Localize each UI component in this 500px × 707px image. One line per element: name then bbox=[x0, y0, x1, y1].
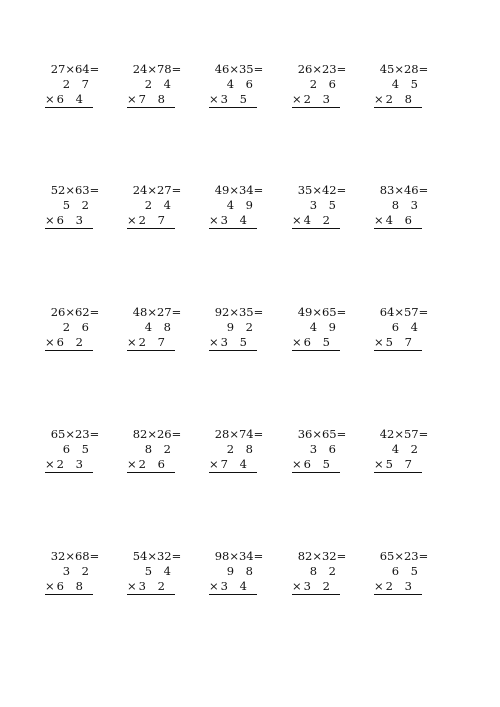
multiplicand: 6 5 bbox=[391, 564, 422, 578]
problem bbox=[121, 305, 193, 365]
problem-row-2 bbox=[0, 183, 500, 243]
problem-row-1 bbox=[0, 62, 500, 122]
multiplier-line bbox=[45, 335, 93, 351]
multiplier-line bbox=[374, 457, 422, 473]
equation: 54×32= bbox=[132, 549, 182, 563]
multiplier: 2 3 bbox=[303, 92, 334, 106]
problem bbox=[203, 427, 275, 487]
times-sign: × bbox=[209, 579, 219, 593]
times-sign: × bbox=[374, 213, 384, 227]
multiplier-line bbox=[209, 579, 257, 595]
multiplier-line bbox=[209, 213, 257, 229]
times-sign: × bbox=[45, 457, 55, 471]
problem bbox=[286, 62, 358, 122]
multiplier: 3 4 bbox=[220, 213, 251, 227]
equation: 65×23= bbox=[50, 427, 100, 441]
times-sign: × bbox=[374, 92, 384, 106]
equation: 82×26= bbox=[132, 427, 182, 441]
multiplier: 2 6 bbox=[138, 457, 169, 471]
equation: 24×27= bbox=[132, 183, 182, 197]
times-sign: × bbox=[45, 92, 55, 106]
times-sign: × bbox=[127, 335, 137, 349]
multiplier: 2 7 bbox=[138, 335, 169, 349]
multiplicand: 4 9 bbox=[309, 320, 340, 334]
times-sign: × bbox=[292, 213, 302, 227]
equation: 27×64= bbox=[50, 62, 100, 76]
multiplicand: 2 6 bbox=[309, 77, 340, 91]
problem bbox=[121, 183, 193, 243]
times-sign: × bbox=[374, 335, 384, 349]
multiplicand: 3 2 bbox=[62, 564, 93, 578]
multiplier-line bbox=[209, 457, 257, 473]
multiplier: 3 2 bbox=[303, 579, 334, 593]
equation: 42×57= bbox=[379, 427, 429, 441]
problem bbox=[368, 549, 440, 609]
multiplier: 3 5 bbox=[220, 335, 251, 349]
times-sign: × bbox=[45, 335, 55, 349]
multiplier: 5 7 bbox=[385, 335, 416, 349]
times-sign: × bbox=[292, 457, 302, 471]
multiplier: 2 7 bbox=[138, 213, 169, 227]
multiplier: 4 2 bbox=[303, 213, 334, 227]
multiplier-line bbox=[292, 579, 340, 595]
equation: 65×23= bbox=[379, 549, 429, 563]
multiplier-line bbox=[292, 92, 340, 108]
problem bbox=[203, 305, 275, 365]
multiplier: 4 6 bbox=[385, 213, 416, 227]
times-sign: × bbox=[45, 213, 55, 227]
multiplier-line bbox=[45, 579, 93, 595]
multiplicand: 4 5 bbox=[391, 77, 422, 91]
problem bbox=[39, 549, 111, 609]
multiplicand: 5 2 bbox=[62, 198, 93, 212]
multiplicand: 5 4 bbox=[144, 564, 175, 578]
equation: 83×46= bbox=[379, 183, 429, 197]
multiplier-line bbox=[45, 457, 93, 473]
problem bbox=[203, 62, 275, 122]
times-sign: × bbox=[127, 213, 137, 227]
multiplicand: 2 8 bbox=[226, 442, 257, 456]
multiplier-line bbox=[127, 457, 175, 473]
times-sign: × bbox=[292, 92, 302, 106]
multiplicand: 4 2 bbox=[391, 442, 422, 456]
equation: 45×28= bbox=[379, 62, 429, 76]
multiplier: 7 8 bbox=[138, 92, 169, 106]
multiplier-line bbox=[209, 335, 257, 351]
equation: 48×27= bbox=[132, 305, 182, 319]
multiplier-line bbox=[374, 579, 422, 595]
multiplier: 3 4 bbox=[220, 579, 251, 593]
multiplier-line bbox=[209, 92, 257, 108]
multiplier-line bbox=[45, 213, 93, 229]
multiplicand: 9 2 bbox=[226, 320, 257, 334]
multiplier-line bbox=[374, 335, 422, 351]
multiplier-line bbox=[127, 92, 175, 108]
multiplicand: 9 8 bbox=[226, 564, 257, 578]
times-sign: × bbox=[127, 457, 137, 471]
multiplier-line bbox=[127, 335, 175, 351]
multiplicand: 4 9 bbox=[226, 198, 257, 212]
multiplier: 2 8 bbox=[385, 92, 416, 106]
multiplicand: 8 3 bbox=[391, 198, 422, 212]
equation: 49×65= bbox=[297, 305, 347, 319]
equation: 64×57= bbox=[379, 305, 429, 319]
equation: 24×78= bbox=[132, 62, 182, 76]
problem bbox=[203, 549, 275, 609]
multiplicand: 2 4 bbox=[144, 77, 175, 91]
multiplier: 3 2 bbox=[138, 579, 169, 593]
problem bbox=[286, 305, 358, 365]
multiplier-line bbox=[374, 213, 422, 229]
problem bbox=[203, 183, 275, 243]
equation: 36×65= bbox=[297, 427, 347, 441]
times-sign: × bbox=[209, 213, 219, 227]
equation: 35×42= bbox=[297, 183, 347, 197]
multiplier-line bbox=[374, 92, 422, 108]
multiplier: 3 5 bbox=[220, 92, 251, 106]
multiplier: 2 3 bbox=[385, 579, 416, 593]
problem bbox=[39, 183, 111, 243]
multiplier-line bbox=[292, 457, 340, 473]
problem bbox=[39, 305, 111, 365]
equation: 52×63= bbox=[50, 183, 100, 197]
times-sign: × bbox=[127, 579, 137, 593]
equation: 32×68= bbox=[50, 549, 100, 563]
multiplicand: 8 2 bbox=[144, 442, 175, 456]
times-sign: × bbox=[209, 92, 219, 106]
problem bbox=[39, 427, 111, 487]
times-sign: × bbox=[374, 579, 384, 593]
problem bbox=[39, 62, 111, 122]
problem-row-5 bbox=[0, 549, 500, 609]
multiplier-line bbox=[127, 213, 175, 229]
multiplier-line bbox=[292, 213, 340, 229]
equation: 92×35= bbox=[214, 305, 264, 319]
problem bbox=[121, 549, 193, 609]
problem bbox=[286, 183, 358, 243]
equation: 26×62= bbox=[50, 305, 100, 319]
multiplier-line bbox=[45, 92, 93, 108]
multiplier: 6 5 bbox=[303, 457, 334, 471]
times-sign: × bbox=[374, 457, 384, 471]
times-sign: × bbox=[209, 335, 219, 349]
problem bbox=[368, 305, 440, 365]
times-sign: × bbox=[292, 579, 302, 593]
problem-row-3 bbox=[0, 305, 500, 365]
multiplicand: 8 2 bbox=[309, 564, 340, 578]
multiplicand: 2 6 bbox=[62, 320, 93, 334]
multiplicand: 6 5 bbox=[62, 442, 93, 456]
multiplier: 6 4 bbox=[56, 92, 87, 106]
multiplier: 2 3 bbox=[56, 457, 87, 471]
times-sign: × bbox=[45, 579, 55, 593]
problem bbox=[368, 427, 440, 487]
multiplicand: 2 7 bbox=[62, 77, 93, 91]
problem bbox=[121, 62, 193, 122]
multiplicand: 4 6 bbox=[226, 77, 257, 91]
multiplicand: 2 4 bbox=[144, 198, 175, 212]
equation: 46×35= bbox=[214, 62, 264, 76]
multiplier-line bbox=[292, 335, 340, 351]
problem bbox=[368, 62, 440, 122]
problem bbox=[286, 427, 358, 487]
problem-row-4 bbox=[0, 427, 500, 487]
equation: 49×34= bbox=[214, 183, 264, 197]
equation: 98×34= bbox=[214, 549, 264, 563]
multiplicand: 4 8 bbox=[144, 320, 175, 334]
equation: 26×23= bbox=[297, 62, 347, 76]
times-sign: × bbox=[209, 457, 219, 471]
problem bbox=[286, 549, 358, 609]
equation: 28×74= bbox=[214, 427, 264, 441]
multiplicand: 3 6 bbox=[309, 442, 340, 456]
multiplier: 7 4 bbox=[220, 457, 251, 471]
multiplier: 6 8 bbox=[56, 579, 87, 593]
equation: 82×32= bbox=[297, 549, 347, 563]
multiplier: 6 3 bbox=[56, 213, 87, 227]
multiplicand: 6 4 bbox=[391, 320, 422, 334]
times-sign: × bbox=[292, 335, 302, 349]
multiplier: 6 5 bbox=[303, 335, 334, 349]
multiplier: 6 2 bbox=[56, 335, 87, 349]
problem bbox=[368, 183, 440, 243]
multiplicand: 3 5 bbox=[309, 198, 340, 212]
times-sign: × bbox=[127, 92, 137, 106]
multiplier: 5 7 bbox=[385, 457, 416, 471]
problem bbox=[121, 427, 193, 487]
multiplier-line bbox=[127, 579, 175, 595]
